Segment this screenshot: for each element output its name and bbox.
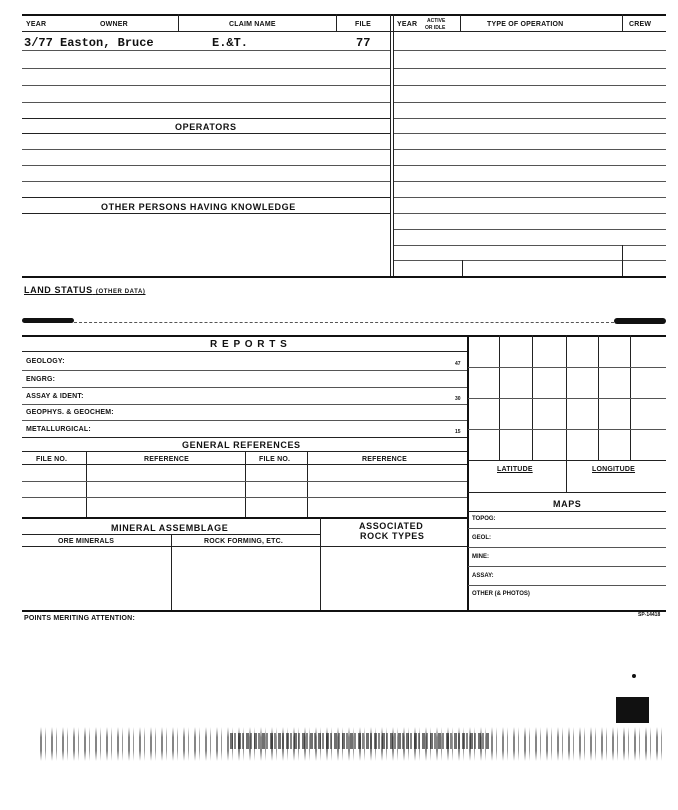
row-line [22, 149, 390, 150]
row-line [22, 546, 467, 547]
col-divider [245, 451, 246, 517]
row-line [22, 404, 467, 405]
col-divider [307, 451, 308, 517]
header-active: ACTIVE [427, 18, 446, 24]
row-line [394, 68, 666, 69]
header-year: YEAR [26, 21, 47, 28]
operators-top [22, 118, 390, 119]
other-persons-title: OTHER PERSONS HAVING KNOWLEDGE [101, 202, 296, 212]
row-line [394, 213, 666, 214]
row-line [22, 197, 390, 198]
header-file: FILE [355, 21, 371, 28]
mineral-assemblage-title: MINERAL ASSEMBLAGE [111, 523, 229, 533]
header-claim-name: CLAIM NAME [229, 21, 276, 28]
maps-mine: MINE: [472, 554, 489, 560]
report-assay-code: 30 [455, 396, 461, 402]
points-meriting-label: POINTS MERITING ATTENTION: [24, 615, 135, 622]
row-line [468, 528, 666, 529]
maps-title: MAPS [553, 499, 582, 509]
col-divider [336, 14, 337, 32]
header-or-idle: OR IDLE [425, 25, 446, 31]
points-top [22, 610, 666, 612]
col-divider [320, 517, 321, 610]
row-line [22, 102, 390, 103]
row-line [394, 149, 666, 150]
row-line [22, 370, 467, 371]
header-type-of-operation: TYPE OF OPERATION [487, 21, 564, 28]
header-owner: OWNER [100, 21, 128, 28]
row-line [394, 260, 666, 261]
col-divider [393, 14, 394, 276]
row-line [22, 351, 467, 352]
col-divider [171, 534, 172, 610]
scan-artifact-block [616, 697, 649, 723]
scan-noise-dense [230, 733, 490, 749]
report-metallurgical: METALLURGICAL: [26, 426, 91, 433]
reports-right-border [467, 335, 469, 610]
entry-year-owner: 3/77 Easton, Bruce [24, 36, 154, 50]
scan-dot [632, 674, 636, 678]
row-line [394, 50, 666, 51]
entry-claim: E.&T. [212, 36, 249, 50]
report-engrg: ENGRG: [26, 376, 56, 383]
gen-ref-bottom [22, 517, 467, 519]
maps-topog: TOPOG: [472, 516, 496, 522]
col-divider [178, 14, 179, 32]
row-line [394, 181, 666, 182]
col-divider [622, 14, 623, 32]
row-line [468, 547, 666, 548]
row-line [394, 118, 666, 119]
col-divider [460, 14, 461, 32]
grid-line [468, 398, 666, 399]
col-divider [390, 14, 391, 276]
col-divider [462, 260, 463, 276]
row-line [468, 566, 666, 567]
entry-file: 77 [356, 36, 371, 50]
grid-line [468, 492, 666, 493]
gen-ref-reference-1: REFERENCE [144, 456, 189, 463]
report-geology-code: 47 [455, 361, 461, 367]
row-line [22, 165, 390, 166]
row-line [22, 181, 390, 182]
row-line [22, 437, 467, 438]
row-line [22, 68, 390, 69]
col-divider [86, 451, 87, 517]
redaction-mark [614, 318, 666, 324]
report-geophys: GEOPHYS. & GEOCHEM: [26, 409, 114, 416]
header-year-right: YEAR [397, 21, 418, 28]
row-line [394, 165, 666, 166]
row-line [22, 50, 390, 51]
land-status-line [74, 322, 614, 323]
row-line [22, 85, 390, 86]
land-status-top [22, 276, 666, 278]
row-line [22, 420, 467, 421]
row-line [22, 481, 467, 482]
land-status-label: LAND STATUS [24, 285, 93, 295]
reports-title: R E P O R T S [210, 339, 288, 350]
row-line [394, 197, 666, 198]
other-persons-underline [22, 213, 390, 214]
rock-types-title: ROCK TYPES [360, 531, 425, 541]
associated-title: ASSOCIATED [359, 521, 424, 531]
col-divider [622, 245, 623, 276]
gen-ref-reference-2: REFERENCE [362, 456, 407, 463]
header-crew: CREW [629, 21, 652, 28]
grid-line [468, 367, 666, 368]
operators-bottom [22, 133, 390, 134]
land-status-sub: (OTHER DATA) [95, 289, 146, 295]
maps-assay: ASSAY: [472, 573, 494, 579]
row-line [394, 102, 666, 103]
row-line [22, 387, 467, 388]
row-line [468, 585, 666, 586]
report-metallurgical-code: 15 [455, 429, 461, 435]
general-references-title: GENERAL REFERENCES [182, 440, 301, 450]
redaction-mark [22, 318, 74, 323]
gen-ref-file-no-2: FILE NO. [259, 456, 291, 463]
grid-line [468, 460, 666, 461]
form-number: SP-14418 [638, 612, 661, 618]
longitude-label: LONGITUDE [592, 466, 636, 473]
row-line [468, 511, 666, 512]
rock-forming-label: ROCK FORMING, ETC. [204, 538, 284, 545]
land-status-title [24, 285, 146, 295]
grid-line [566, 335, 567, 492]
latitude-label: LATITUDE [497, 466, 533, 473]
report-geology: GEOLOGY: [26, 358, 65, 365]
row-line [394, 85, 666, 86]
operators-title: OPERATORS [175, 122, 237, 132]
gen-ref-file-no-1: FILE NO. [36, 456, 68, 463]
reports-top [22, 335, 666, 337]
row-line [22, 497, 467, 498]
grid-line [468, 429, 666, 430]
row-line [394, 229, 666, 230]
maps-other: OTHER (& PHOTOS) [472, 591, 530, 597]
maps-geol: GEOL: [472, 535, 491, 541]
header-underline [22, 31, 666, 32]
row-line [394, 133, 666, 134]
row-line [394, 245, 666, 246]
ore-minerals-label: ORE MINERALS [58, 538, 115, 545]
top-border [22, 14, 666, 16]
report-assay: ASSAY & IDENT: [26, 393, 84, 400]
